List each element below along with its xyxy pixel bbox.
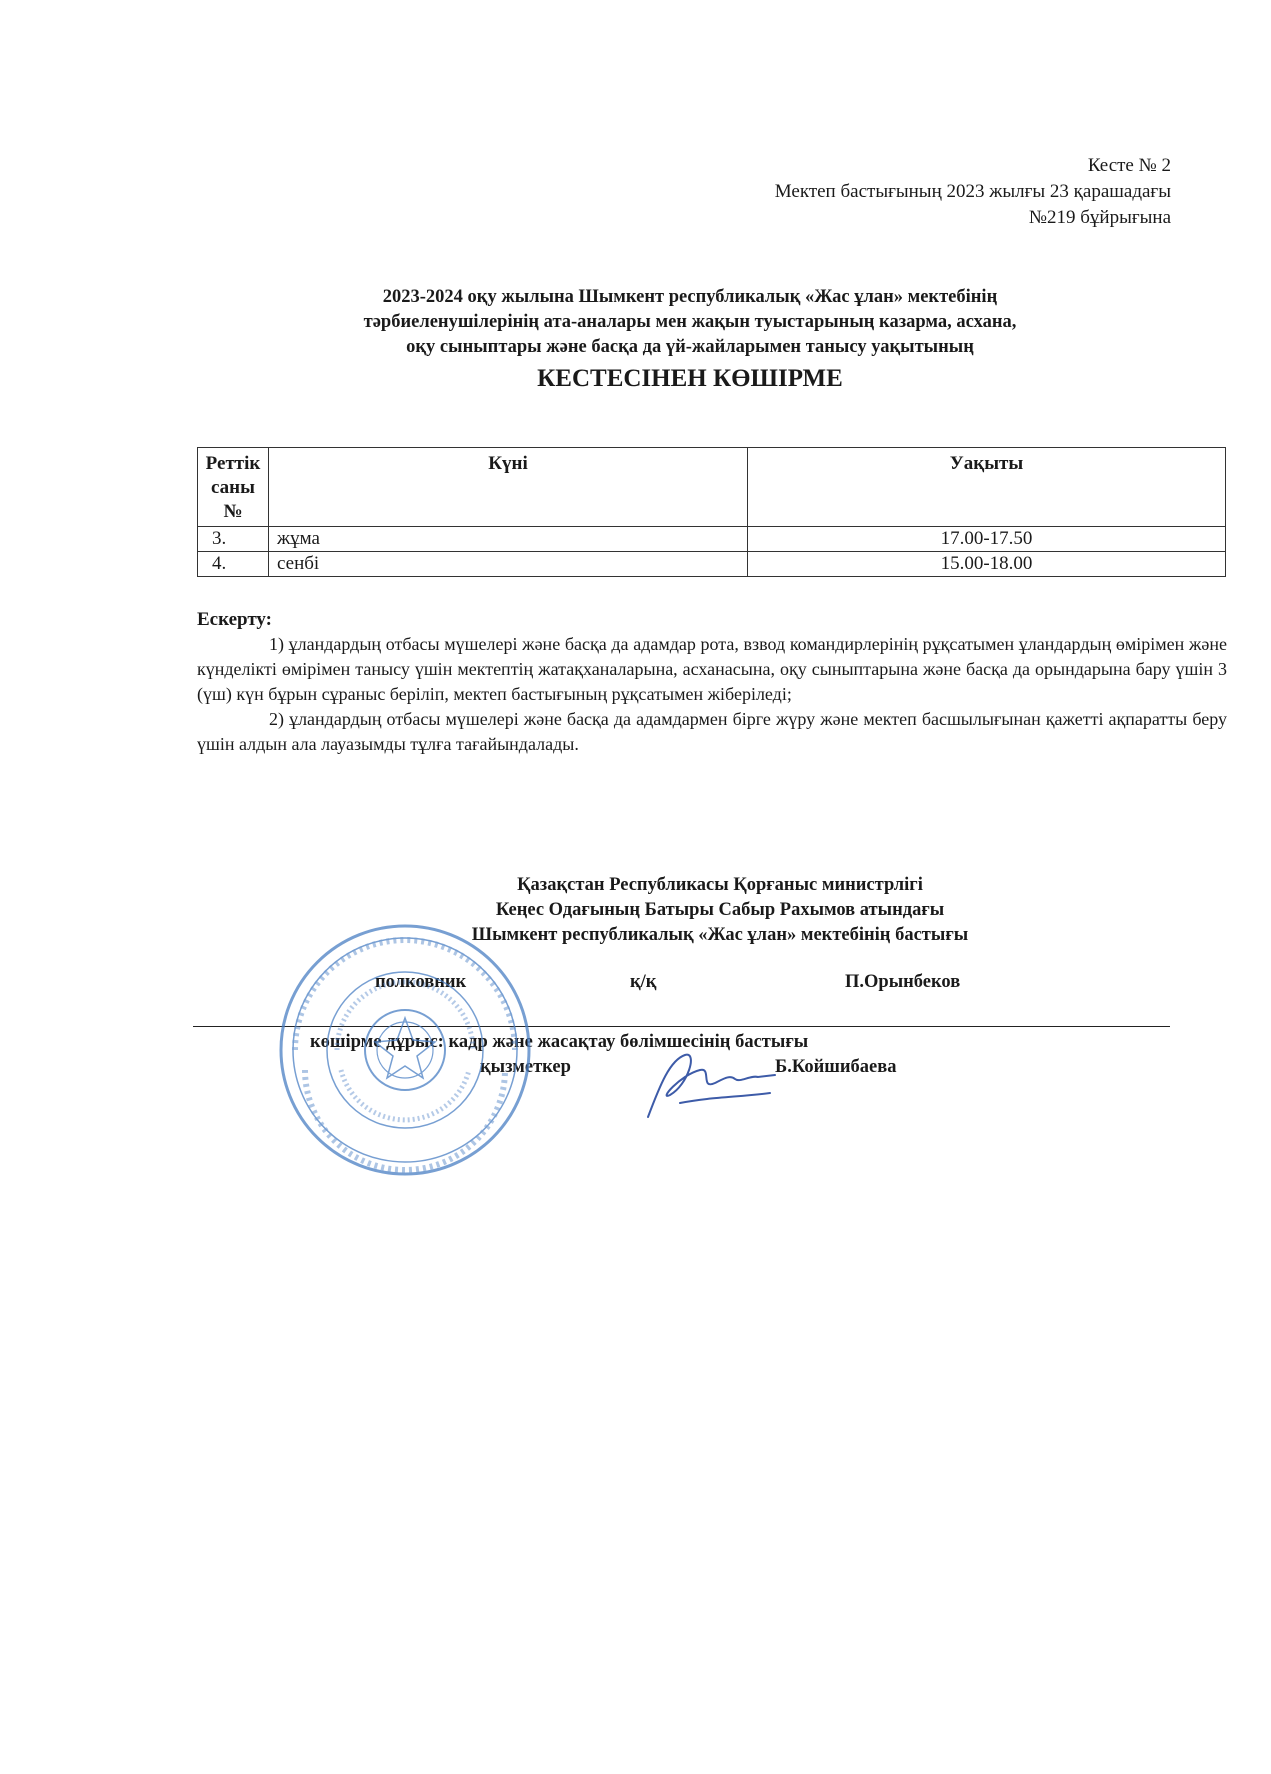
table-row [198,552,1226,577]
header-day: Күні [269,448,748,527]
signatory-rank: полковник [375,972,467,992]
copy-role: қызметкер [480,1057,571,1077]
signatory-line-3: Шымкент республикалық «Жас ұлан» мектебінің бастығы [471,925,969,945]
row-time: 17.00-17.50 [748,527,1226,552]
row-day: жұма [269,527,748,552]
signatory-name: П.Орынбеков [845,972,961,992]
copy-certification [310,1030,897,1080]
header-time: Уақыты [748,448,1226,527]
row-time: 15.00-18.00 [748,552,1226,577]
order-reference-header [775,153,1171,231]
document-title [190,285,1190,396]
row-number: 4. [198,552,269,577]
note-section [197,607,1227,757]
schedule-number: Кесте № 2 [1087,155,1171,176]
table-row [198,527,1226,552]
visiting-schedule-table [197,447,1226,577]
title-line-4: КЕСТЕСІНЕН КӨШІРМЕ [537,365,843,392]
signatory-title [250,873,1190,948]
signatory-line-2: Кеңес Одағының Батыры Сабыр Рахымов атындағы [495,900,945,920]
row-number: 3. [198,527,269,552]
order-date-line: Мектеп бастығының 2023 жылғы 23 қарашадағы [774,181,1171,202]
note-item-1: 1) ұландардың отбасы мүшелері және басқа да адамдар рота, взвод командирлерінің рұқсатымен ұландардың өмірімен және күнделікті өмірімен танысу үшін мектептің жатақханаларына, асханасына, оқу сыныптарына және басқа да орындарына бару үшін 3 (үш) күн бұрын сұраныс беріліп, мектеп бастығының рұқсатымен жіберіледі; [197,634,1227,704]
header-number: Реттік саны № [198,448,269,527]
row-day: сенбі [269,552,748,577]
copy-name: Б.Койшибаева [775,1057,897,1077]
copy-certification-line: көшірме дұрыс: кадр және жасақтау бөлімшесінің бастығы [310,1032,809,1052]
title-line-3: оқу сыныптары және басқа да үй-жайларымен танысу уақытының [406,337,974,357]
note-item-2: 2) ұландардың отбасы мүшелері және басқа да адамдармен бірге жүру және мектеп басшылығынан қажетті ақпаратты беру үшін алдын ала лауазымды тұлға тағайындалады. [197,709,1227,754]
note-title: Ескерту: [197,609,272,630]
table-header-row [198,448,1226,527]
signatory-line-1: Қазақстан Республикасы Қорғаныс министрлігі [517,875,923,895]
divider-line [193,1026,1170,1027]
title-line-2: тәрбиеленушілерінің ата-аналары мен жақын туыстарының казарма, асхана, [363,312,1017,332]
title-line-1: 2023-2024 оқу жылына Шымкент республикалық «Жас ұлан» мектебінің [382,287,998,307]
order-number-line: №219 бұйрығына [1028,207,1171,228]
signatory-kk: қ/қ [630,972,657,992]
